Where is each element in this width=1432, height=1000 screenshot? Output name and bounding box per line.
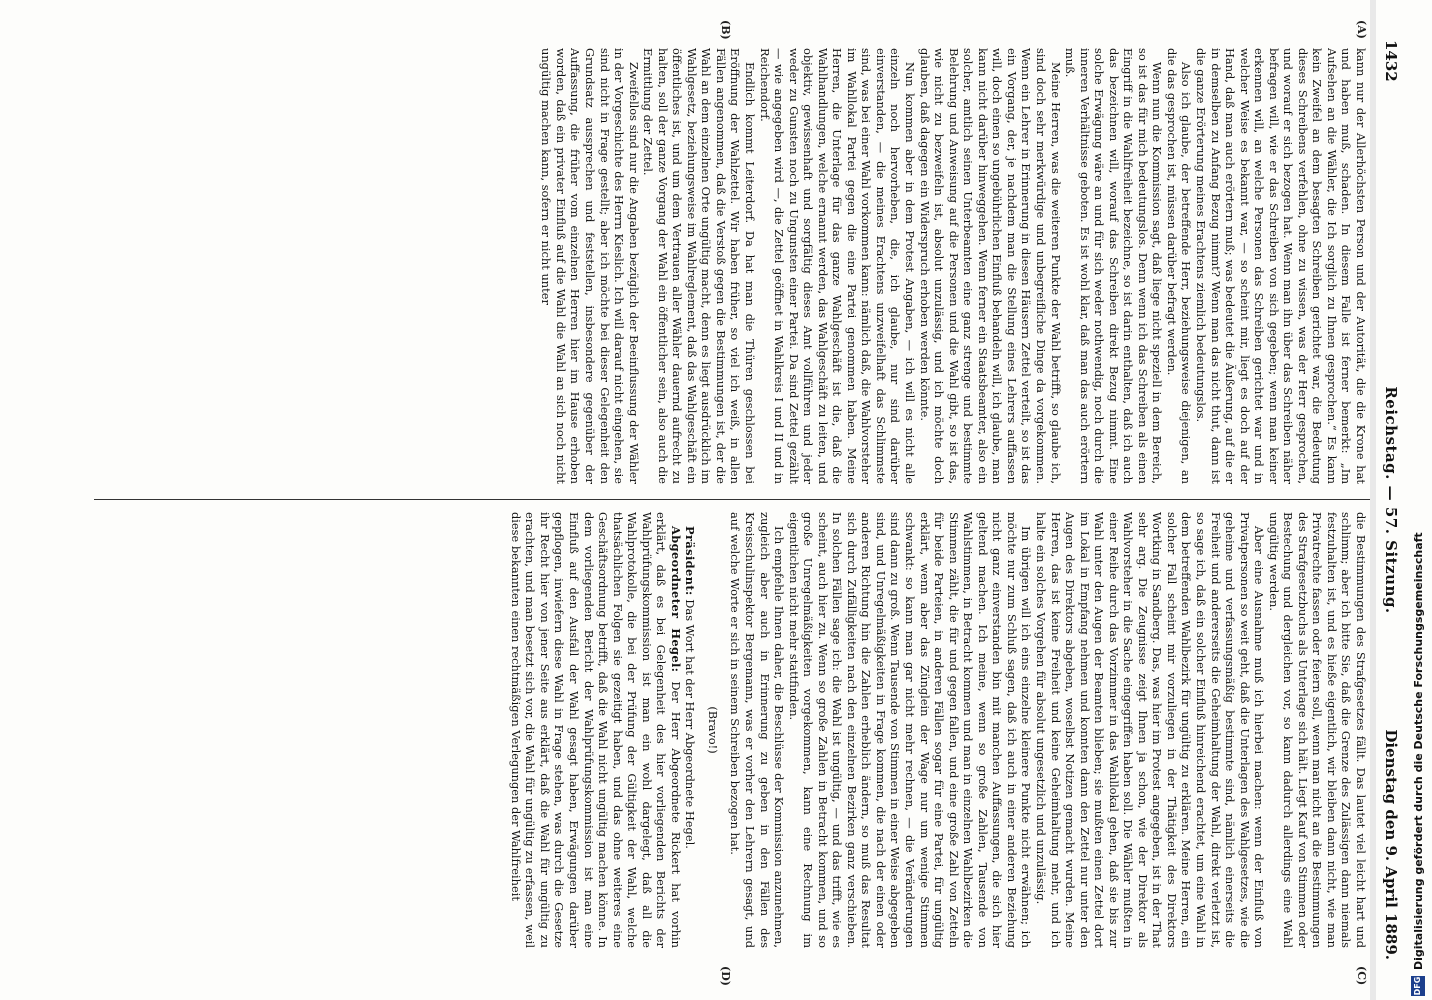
paragraph: Wenn nun die Kommission sagt, daß liege nicht speziell in dem Bereich, so ist das für mich bedeutungslos. Denn wenn ich das Schreiben als einen Eingriff in die Wahlfreiheit bezeichne, so ist darin enthalten, daß ich auch das bezeichnen will, worauf das Schreiben direkt Bezug nimmt. Eine solche Erwägung wäre an und für sich weder nothwendig, noch durch die inneren Verhältnisse geboten. Es ist wohl klar, daß man das auch erörtern muß.: [1063, 48, 1165, 484]
column-divider: [94, 499, 1370, 500]
margin-letter-a: (A): [1355, 20, 1368, 39]
left-column: [98, 48, 1368, 484]
paragraph: Endlich kommt Leiterdorf. Da hat man die Thüren geschlossen bei Eröffnung der Wahlzettel. Wir haben früher, so viel ich weiß, in allen Fällen angenommen, daß die Verstoß gegen die Bestimmungen ist, der die Wahl an dem einzelnen Orte ungültig macht, denn es liegt ausdrücklich im Wahlgesetz, beziehungsweise im Wahlreglement, daß das Wahlgeschäft ein öffentliches ist, und um dem Vertrauen aller Wähler dauernd aufrecht zu halten, soll der ganze Vorgang der Wahl ein öffentlicher sein, also auch die Ermittlung der Zettel.: [641, 48, 758, 484]
digitization-footer: [1405, 0, 1432, 1000]
president-label: Präsident:: [683, 526, 698, 596]
paragraph: Zweifellos sind nur die Angaben bezüglich der Beeinflussung der Wähler in der Vorgeschichte des Herrn Kieslich. Ich will darauf nicht eingehen, sie sind nicht in Frage gestellt; aber ich möchte bei dieser Gelegenheit den Grundsatz aussprechen und feststellen, insbesondere gegenüber der Auffassung, die früher vom einzelnen Herren hier im Hause erhoben worden, daß ein privater Einfluß auf die Wahl die Wahl an sich noch nicht ungültig machen kann, sofern er nicht unter: [539, 48, 641, 484]
right-column: [98, 512, 1368, 948]
page-header: [1376, 40, 1402, 960]
footer-rotated: [1405, 0, 1432, 1000]
paragraph: Nun kommen aber in dem Protest Angaben, — ich will es nicht alle einzeln noch hervorheben, die, ich glaube, nur sind darüber einverstanden, — die meines Erachtens unzweifelhaft das Schlimmste sind, was bei einer Wahl vorkommen kann: nämlich daß, die Wahlvorsteher im Wahllokal Partei gegen die eine Partei genommen haben. Meine Herren, die Unterlage für das ganze Wahlgeschäft ist die, daß die Wahlhandlungen, welche ernannt werden, das Wahlgeschäft zu leiten, und objektiv, gewissenhaft und sorgfältig dieses Amt vollführen und jeder weder zu Gunsten noch zu Ungunsten einer Partei. Da sind Zettel gezählt — wie angegeben wird —, die Zettel geöffnet in Wahlkreis I und II und in Reichendorf.: [757, 48, 918, 484]
paragraph: Meine Herren, was die weiteren Punkte der Wahl betrifft, so glaube ich, sind doch sehr merkwürdige und unbegreifliche Dinge da vorgekommen. Wenn ein Lehrer in Erinnerung in diesen Häusern Zettel verteilt, so ist das ein Vorgang, der, je nachdem man die Stellung eines Lehrers auffassen will, doch einen so ungebührlichen Einfluß behandeln will, ich glaube, man kann nicht darüber hinweggehen. Wenn ferner ein Staatsbeamter, also ein solcher, amtlich seinen Unterbeamten eine ganz strenge und bestimmte Belehrung und Anweisung auf die Personen und die Wahl gibt, so ist das, wie nicht zu bezweifeln ist, absolut unzulässig, und ich möchte doch glauben, daß dagegen ein Widerspruch erhoben werden könnte.: [917, 48, 1063, 484]
paragraph: Aber eine Ausnahme muß ich hierbei machen: wenn der Einfluß von Privatpersonen so weit geht, daß die Unterlagen des Wahlgesetzes, wie die geheime und verfassungsmäßig bestimmte sind, nämlich einerseits die Freiheit und andererseits die Geheimhaltung der Wahl, direkt verletzt ist, so sage ich, daß ein solcher Einfluß hinreichend erachtet, um eine Wahl in dem betreffenden Wahlbezirk für ungültig zu erklären. Meine Herren, ein solcher Fall scheint mir vorzuliegen in der Thätigkeit des Direktors Wortking in Sandberg. Das, was hier im Protest angegeben, ist in der That sehr arg. Die Zeugnisse zeigt Ihnen ja schon, wie der Direktor als Wahlvorsteher in die Sache eingegriffen haben soll. Die Wähler mußten in einer Reihe durch das Vorzimmer in das Wahllokal gehen, daß sie bis zur Wahl unter den Augen der Beamten blieben; sie mußten einen Zettel dort im Lokal in Empfang nehmen und konnten dann den Zettel nur unter den Augen des Direktors abgeben, woselbst Notizen gemacht wurden. Meine Herren, das ist keine Freiheit und keine Geheimhaltung mehr, und ich halte ein solches Vorgehen für absolut ungesetzlich und unzulässig.: [1033, 512, 1267, 948]
footer-text: Digitalisierung gefördert durch die Deutsche Forschungsgemeinschaft: [1412, 532, 1425, 970]
session-date: Dienstag den 9. April 1889.: [1382, 729, 1400, 960]
paragraph: Also ich glaube, der betreffende Herr, beziehungsweise diejenigen, an die das gesprochen ist, müssen darüber befragt werden.: [1164, 48, 1194, 484]
speaker-text: Der Herr Abgeordnete Rickert hat vorhin erklärt, daß es bei Gelegenheit des hier vorliegenden Berichts der Wahlprüfungskommission ist man ein wohl dargelegt, daß all die Wahlprotokolle, die bei der Prüfung der Gültigkeit der Wahl, welche thatsächlichen Folgen sie gezeitigt haben, und das ohne weiteres eine Geschäftsordnung betrifft, daß die Wahl nicht ungültig machen könne. In dem vorliegenden Bericht der Wahlprüfungskommission ist man eine Einfluß auf den Ausfall der Wahl gesagt haben, Erwägungen darüber gepflogen, inwiefern diese Wahl in Frage stehen, was durch die Gesetze ihr Recht hier von jener Seite aus erklärt, daß die Wahl für ungültig zu erachten, und man besetzt sich vor, die Wahl für ungültig zu erfassen, weil diese bekannten einen rechtmäßigen Verlegungen der Wahlfreiheit: [508, 512, 683, 948]
speaker-label: Abgeordneter Hegel:: [668, 526, 683, 673]
dfg-logo: DFG: [1411, 976, 1425, 996]
session-title: Reichstag. — 57. Sitzung.: [1382, 386, 1400, 614]
margin-letter-d: (D): [719, 966, 732, 986]
president-text: Das Wort hat der Herr Abgeordnete Hegel.: [683, 599, 698, 849]
paragraph: Im übrigen will ich eins einzelne kleinere Punkte nicht erwähnen; ich möchte nur zum Schluß sagen, daß ich auch in einer anderen Beziehung nicht ganz einverstanden bin mit manchen Auffassungen, die sich hier geltend machen. Ich meine, wenn so große Zahlen, Tausende von Wahlstimmen, in Betracht kommen und man in einzelnen Wahlbezirken die Stimmen zählt, die für und gegen fallen, und eine große Zahl von Zetteln für beide Parteien, in anderen Fällen sogar für eine Partei, für ungültig erklärt, wenn aber das Zünglein der Wage nur um wenige Stimmen schwankt: so kann man gar nicht mehr rechnen, — die Veränderungen sind dann zu groß. Wenn Tausende von Stimmen in einer Weise abgegeben sind, und Unregelmäßigkeiten in Frage kommen, die nach der einen oder anderen Richtung hin die Zahlen erheblich ändern, so muß das Resultat sich durch Zufälligkeiten nach den einzelnen Bezirken ganz verschieben. In solchen Fällen sage ich: die Wahl ist ungültig, — und das trifft, wie es scheint, auch hier zu. Wenn so große Zahlen in Betracht kommen, und so große Unregelmäßigkeiten vorgekommen, kann eine Rechnung im eigentlichen nicht mehr stattfinden.: [786, 512, 1034, 948]
paragraph: kann nur der Allerhöchsten Person und der Autorität, die die Krone hat und haben muß, schaden. In diesem Falle ist ferner bemerkt: „Im Aufsehen an die Wähler, die Ich sorglich zu Ihnen gesprochen.“ Es kann kein Zweifel an dem besagten Schreiben gerichtet war, die Bedeutung dieses Schreibens verfehlen, ohne zu wissen, was der Herr gesprochen, und worauf er sich bezogen hat. Wenn man ihn über das Schreiben näher befragen will, wie er das Schreiben von sich gegeben; wenn man keiner erkennen will, an welche Personen das Schreiben gerichtet war und in welcher Weise es bekannt war, — so scheint mir, liegt es doch auf der Hand, daß man auch erörtern muß; was bedeutet die Äußerung, auf die er in demselben zu Anfang Bezug nimmt? Wenn man das nicht thut, dann ist die ganze Erörterung meines Erachtens ziemlich bedeutungslos.: [1193, 48, 1368, 484]
paragraph: die Bestimmungen des Strafgesetzes fällt. Das lautet viel leicht hart und schlimm; aber ich bitte Sie, daß die Grenze des Zulässigen dann niemals festzuhalten ist, und es hieße eigentlich, wir bleiben dann nicht, wie man Privatrechte fassen oder feiern soll, wenn man nicht an die Bestimmungen des Strafgesetzbuchs als Unterlage sich hält. Liegt Kauf von Stimmen oder Bestechung und dergleichen vor, so kann dadurch allerdings eine Wahl ungültig werden.: [1266, 512, 1368, 948]
margin-letter-c: (C): [1355, 966, 1368, 986]
president-paragraph: [683, 512, 698, 948]
margin-letter-b: (B): [719, 20, 732, 40]
scan-edge: [1370, 0, 1376, 1000]
page-number: 1432: [1382, 40, 1400, 82]
applause-note: (Bravo!): [705, 706, 720, 754]
speaker-paragraph: [508, 512, 683, 948]
paragraph: Ich empfehle Ihnen daher, die Beschlüsse der Kommission anzunehmen, zugleich aber auch in Erinnerung zu geben in den Fällen des Kreisschulinspektor Bergemann, was er vorher den Lehrern gesagt, und auf welche Worte er sich in seinem Schreiben bezogen hat.: [728, 512, 787, 948]
